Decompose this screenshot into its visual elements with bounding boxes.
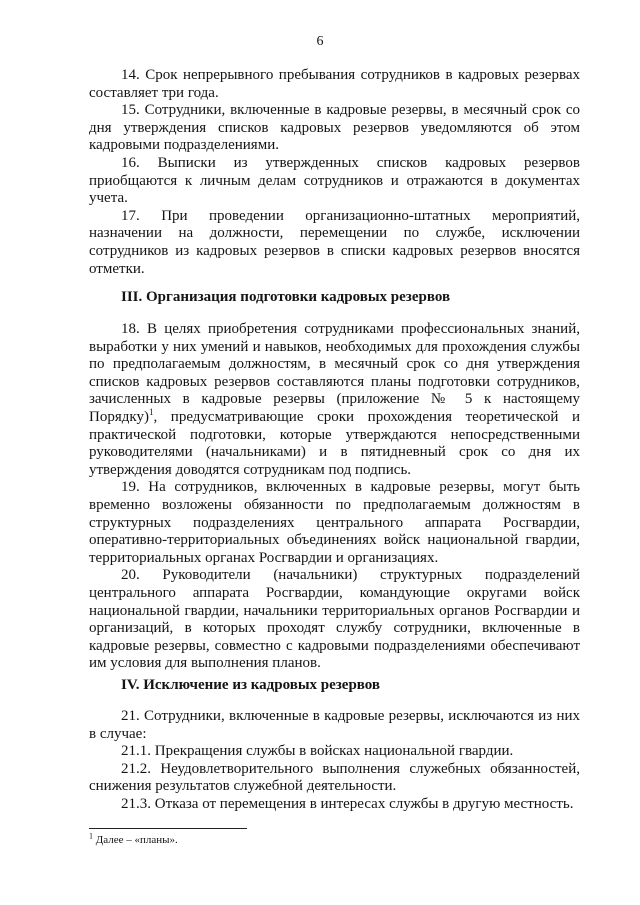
paragraph-20: 20. Руководители (начальники) структурных подразделений центрального аппарата Росгвардии, командующие округами войск национальной гвардии, начальники территориальных органов Росгвардии и организаций, в которых проходят службу сотрудники, включенные в кадровые резервы, совместно с кадровыми подразделениями обеспечивают им условия для выполнения планов.	[89, 567, 580, 672]
section-3-heading-block	[89, 289, 580, 307]
page-number: 6	[316, 34, 324, 49]
section-4-heading: IV. Исключение из кадровых резервов	[121, 677, 381, 693]
paragraphs-21	[89, 708, 580, 814]
paragraph-18	[89, 321, 580, 479]
footnote-divider	[89, 828, 247, 829]
paragraphs-14-17	[89, 67, 580, 278]
section-3-heading: III. Организация подготовки кадровых резервов	[121, 289, 451, 305]
paragraph-21-2: 21.2. Неудовлетворительного выполнения служебных обязанностей, снижения результатов служебной деятельности.	[89, 760, 580, 795]
paragraph-19: 19. На сотрудников, включенных в кадровые резервы, могут быть временно возложены обязанности по предполагаемым должностям в структурных подразделениях центрального аппарата Росгвардии, оперативно-территориальных объединениях войск национальной гвардии, территориальных органах Росгвардии и организациях.	[89, 479, 580, 566]
paragraphs-18-20	[89, 321, 580, 673]
paragraph-17: 17. При проведении организационно-штатных мероприятий, назначении на должности, перемещении по службе, исключении сотрудников из кадровых резервов в списки кадровых резервов вносятся отметки.	[89, 207, 580, 277]
footnote-mark: 1	[89, 831, 93, 841]
paragraph-14: 14. Срок непрерывного пребывания сотрудников в кадровых резервах составляет три года.	[89, 67, 580, 101]
paragraph-21-1: 21.1. Прекращения службы в войсках национальной гвардии.	[121, 743, 514, 760]
paragraph-15: 15. Сотрудники, включенные в кадровые резервы, в месячный срок со дня утверждения списков кадровых резервов уведомляются об этом кадровыми подразделениями.	[89, 102, 580, 154]
paragraph-21-3: 21.3. Отказа от перемещения в интересах службы в другую местность.	[121, 795, 574, 812]
footnote	[89, 831, 178, 847]
footnote-reference: 1	[148, 406, 154, 417]
paragraph-18-part-1: 18. В целях приобретения сотрудниками профессиональных знаний, выработки у них умений и навыков, необходимых для прохождения службы по предполагаемым должностям, в месячный срок со дня утверждения списков кадровых резервов составляются планы подготовки сотрудников, зачисленных в кадровые резервы (приложение № 5 к настоящему Порядку)	[89, 321, 580, 425]
section-4-heading-block	[89, 677, 580, 695]
footnote-text: Далее – «планы».	[95, 834, 178, 846]
paragraph-18-part-2: , предусматривающие сроки прохождения теоретической и практической подготовки, которые утверждаются непосредственными руководителями (начальниками) и в пятидневный срок со дня их утверждения доводятся сотрудникам под подпись.	[89, 408, 580, 478]
paragraph-16: 16. Выписки из утвержденных списков кадровых резервов приобщаются к личным делам сотрудников и отражаются в документах учета.	[89, 154, 580, 207]
paragraph-21: 21. Сотрудники, включенные в кадровые резервы, исключаются из них в случае:	[89, 708, 580, 742]
